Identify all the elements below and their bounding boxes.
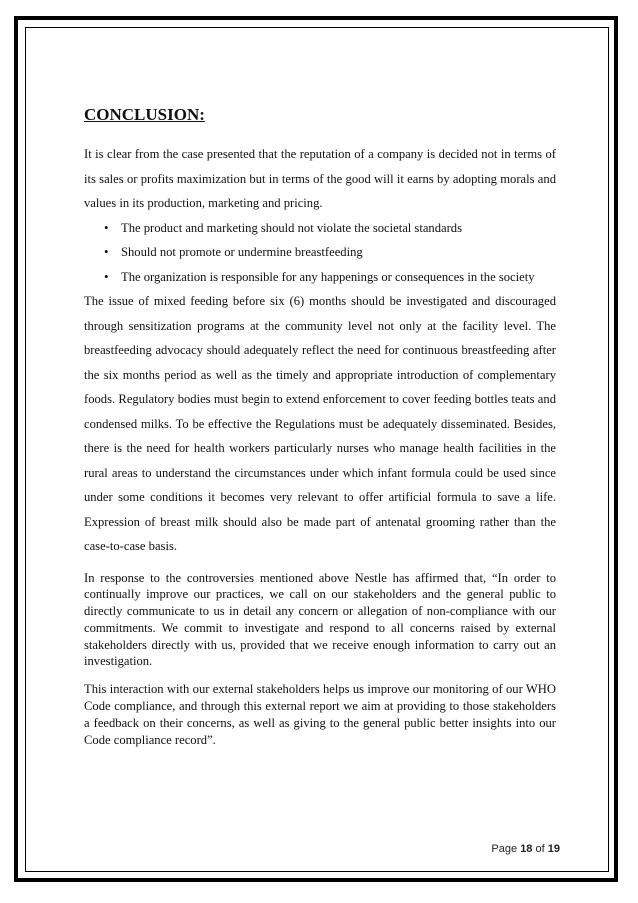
intro-paragraph: It is clear from the case presented that the reputation of a company is decided not in terms of its sales or profits maximization but in terms of the good will it earns by adopting morals and values in its production, marketing and pricing. <box>84 147 556 210</box>
of-label: of <box>535 843 545 855</box>
bullet-text: The organization is responsible for any happenings or consequences in the society <box>121 269 535 284</box>
page-number <box>491 843 560 855</box>
page-content <box>84 104 556 748</box>
stakeholder-paragraph: This interaction with our external stakeholders helps us improve our monitoring of our WHO Code compliance, and through this external report we aim at providing to those stakeholders a feedback on their concerns, as well as giving to the general public better insights into our Code compliance record”. <box>84 682 556 747</box>
current-page: 18 <box>520 843 533 855</box>
bullet-dot-icon: • <box>104 219 109 235</box>
bullet-text: The product and marketing should not violate the societal standards <box>121 220 462 235</box>
bullet-dot-icon: • <box>104 244 109 259</box>
bullet-item <box>84 216 556 241</box>
bullet-item <box>84 240 556 265</box>
bullet-dot-icon: • <box>104 268 109 284</box>
bullet-item <box>84 265 556 290</box>
total-pages: 19 <box>547 843 560 855</box>
bullet-list <box>84 216 556 290</box>
section-heading: CONCLUSION: <box>84 105 205 124</box>
page-label: Page <box>491 843 518 855</box>
bullet-text: Should not promote or undermine breastfeeding <box>121 245 363 259</box>
nestle-response-paragraph: In response to the controversies mentioned above Nestle has affirmed that, “In order to continually improve our practices, we call on our stakeholders and the general public to directly communicate to us in detail any concern or allegation of non-compliance with our commitments. We commit to investigate and respond to all concerns raised by external stakeholders directly with us, provided that we receive enough information to carry out an investigation. <box>84 570 556 669</box>
mixed-feeding-paragraph: The issue of mixed feeding before six (6) months should be investigated and discouraged through sensitization programs at the community level not only at the facility level. The breastfeeding advocacy should adequately reflect the need for continuous breastfeeding after the six months period as well as the timely and appropriate introduction of complementary foods. Regulatory bodies must begin to extend enforcement to cover feeding bottles teats and condensed milks. To be effective the Regulations must be adequately disseminated. Besides, there is the need for health workers particularly nurses who manage health facilities in the rural areas to understand the circumstances under which infant formula could be used since under some conditions it becomes very relevant to offer artificial formula to save a life. Expression of breast milk should also be made part of antenatal grooming rather than the case-to-case basis. <box>84 294 556 553</box>
